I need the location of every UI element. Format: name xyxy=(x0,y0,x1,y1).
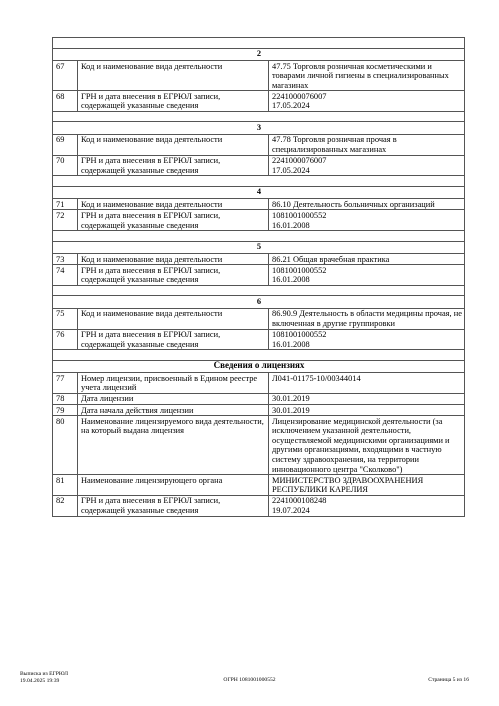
table-row xyxy=(53,91,465,112)
field-value: 47.78 Торговля розничная прочая в специализированных магазинах xyxy=(269,134,465,155)
table-row xyxy=(53,265,465,286)
table-row xyxy=(53,134,465,155)
field-label: ГРН и дата внесения в ЕГРЮЛ записи, содержащей указанные сведения xyxy=(78,155,269,176)
field-value: 30.01.2019 xyxy=(269,405,465,416)
field-value: 1081001000552 16.01.2008 xyxy=(269,265,465,286)
section-header-row xyxy=(53,360,465,373)
field-label: ГРН и дата внесения в ЕГРЮЛ записи, содержащей указанные сведения xyxy=(78,265,269,286)
spacer-row xyxy=(53,176,465,187)
spacer-row xyxy=(53,38,465,49)
row-number: 71 xyxy=(53,199,78,210)
field-value: 1081001000552 16.01.2008 xyxy=(269,329,465,350)
section-header-row xyxy=(53,48,465,61)
table-row xyxy=(53,475,465,496)
field-label: Код и наименование вида деятельности xyxy=(78,308,269,329)
section-header: 5 xyxy=(53,241,465,254)
spacer-cell xyxy=(53,231,465,242)
table-row xyxy=(53,210,465,231)
table-row xyxy=(53,308,465,329)
row-number: 73 xyxy=(53,254,78,265)
row-number: 82 xyxy=(53,495,78,516)
row-number: 69 xyxy=(53,134,78,155)
field-label: ГРН и дата внесения в ЕГРЮЛ записи, содержащей указанные сведения xyxy=(78,91,269,112)
field-label: Код и наименование вида деятельности xyxy=(78,199,269,210)
table-row xyxy=(53,405,465,416)
spacer-cell xyxy=(53,176,465,187)
section-header-row xyxy=(53,241,465,254)
field-value: 86.90.9 Деятельность в области медицины прочая, не включенная в другие группировки xyxy=(269,308,465,329)
table-row xyxy=(53,199,465,210)
field-value: 86.10 Деятельность больничных организаций xyxy=(269,199,465,210)
spacer-row xyxy=(53,350,465,361)
row-number: 70 xyxy=(53,155,78,176)
spacer-row xyxy=(53,285,465,296)
field-value: 86.21 Общая врачебная практика xyxy=(269,254,465,265)
field-value: Л041-01175-10/00344014 xyxy=(269,373,465,394)
row-number: 79 xyxy=(53,405,78,416)
field-value: 2241000076007 17.05.2024 xyxy=(269,91,465,112)
field-value: 2241000076007 17.05.2024 xyxy=(269,155,465,176)
row-number: 75 xyxy=(53,308,78,329)
field-label: ГРН и дата внесения в ЕГРЮЛ записи, содержащей указанные сведения xyxy=(78,329,269,350)
spacer-row xyxy=(53,111,465,122)
row-number: 80 xyxy=(53,416,78,475)
section-header: 2 xyxy=(53,48,465,61)
table-row xyxy=(53,495,465,516)
table-row xyxy=(53,416,465,475)
spacer-cell xyxy=(53,285,465,296)
footer-page-number: Страница 5 из 16 xyxy=(428,677,469,683)
row-number: 78 xyxy=(53,393,78,404)
row-number: 81 xyxy=(53,475,78,496)
section-header-row xyxy=(53,296,465,309)
footer-ogrn: ОГРН 1081001000552 xyxy=(223,677,276,683)
table-row xyxy=(53,254,465,265)
field-value: 1081001000552 16.01.2008 xyxy=(269,210,465,231)
field-label: Код и наименование вида деятельности xyxy=(78,61,269,91)
table-row xyxy=(53,155,465,176)
field-value: 30.01.2019 xyxy=(269,393,465,404)
field-label: ГРН и дата внесения в ЕГРЮЛ записи, содержащей указанные сведения xyxy=(78,210,269,231)
row-number: 76 xyxy=(53,329,78,350)
field-label: Дата лицензии xyxy=(78,393,269,404)
field-label: Наименование лицензирующего органа xyxy=(78,475,269,496)
spacer-cell xyxy=(53,38,465,49)
table-row xyxy=(53,61,465,91)
section-header: Сведения о лицензиях xyxy=(53,360,465,373)
section-header: 6 xyxy=(53,296,465,309)
table-row xyxy=(53,329,465,350)
spacer-row xyxy=(53,231,465,242)
field-value: 47.75 Торговля розничная косметическими и товарами личной гигиены в специализированных магазинах xyxy=(269,61,465,91)
table-row xyxy=(53,373,465,394)
field-label: Дата начала действия лицензии xyxy=(78,405,269,416)
row-number: 74 xyxy=(53,265,78,286)
field-value: МИНИСТЕРСТВО ЗДРАВООХРАНЕНИЯ РЕСПУБЛИКИ КАРЕЛИЯ xyxy=(269,475,465,496)
spacer-cell xyxy=(53,111,465,122)
section-header-row xyxy=(53,186,465,199)
egrul-extract-table-body xyxy=(53,38,465,517)
section-header: 3 xyxy=(53,122,465,135)
field-label: Код и наименование вида деятельности xyxy=(78,254,269,265)
footer-document-datetime: 19.04.2025 19:39 xyxy=(20,677,60,684)
field-label: Номер лицензии, присвоенный в Едином реестре учета лицензий xyxy=(78,373,269,394)
egrul-extract-table xyxy=(52,37,465,517)
spacer-cell xyxy=(53,350,465,361)
section-header: 4 xyxy=(53,186,465,199)
field-label: Наименование лицензируемого вида деятельности, на который выдана лицензия xyxy=(78,416,269,475)
row-number: 77 xyxy=(53,373,78,394)
footer-document-title: Выписка из ЕГРЮЛ xyxy=(20,671,69,677)
field-label: Код и наименование вида деятельности xyxy=(78,134,269,155)
row-number: 72 xyxy=(53,210,78,231)
row-number: 68 xyxy=(53,91,78,112)
field-value: Лицензирование медицинской деятельности (за исключением указанной деятельности, осуществляемой медицинскими организациями и другими организациями, входящими в частную систему здравоохранения, на территории инновационного центра "Сколково") xyxy=(269,416,465,475)
section-header-row xyxy=(53,122,465,135)
table-row xyxy=(53,393,465,404)
row-number: 67 xyxy=(53,61,78,91)
field-value: 2241000108248 19.07.2024 xyxy=(269,495,465,516)
field-label: ГРН и дата внесения в ЕГРЮЛ записи, содержащей указанные сведения xyxy=(78,495,269,516)
